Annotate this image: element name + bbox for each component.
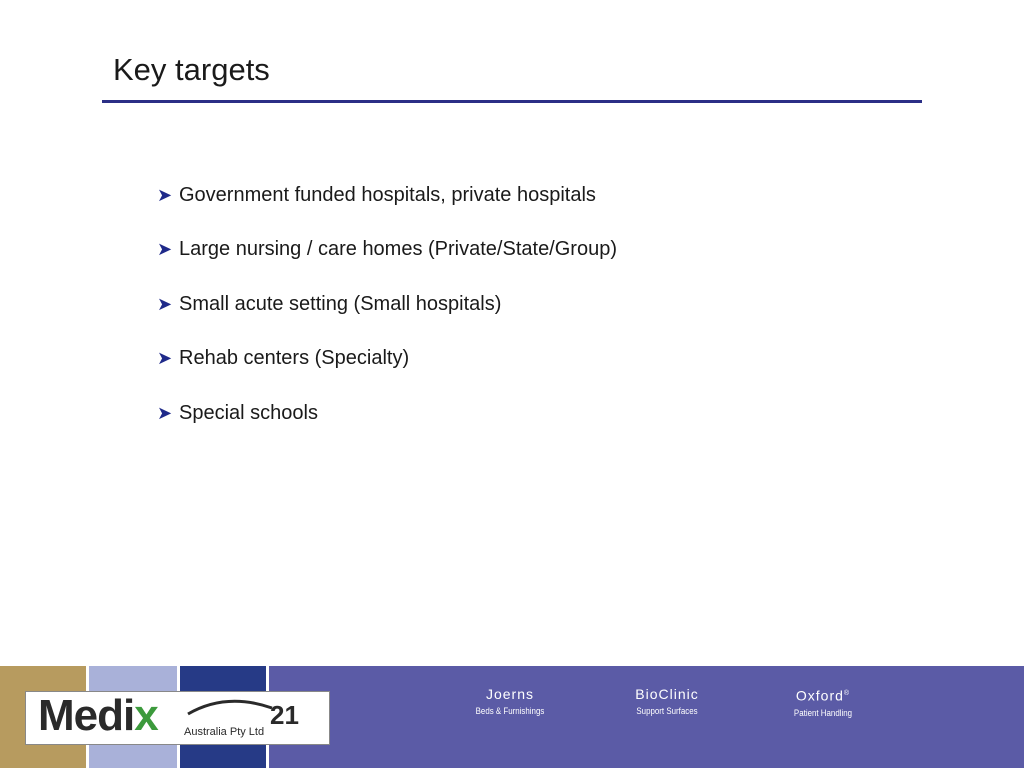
bullet-text: Large nursing / care homes (Private/State/Group) <box>179 238 617 261</box>
bullet-text: Small acute setting (Small hospitals) <box>179 292 502 315</box>
list-item <box>157 386 617 441</box>
arrow-bullet-icon: ➤ <box>157 293 173 314</box>
brand-tagline: Support Surfaces <box>636 706 698 716</box>
arrow-bullet-icon: ➤ <box>157 239 173 260</box>
slide-title: Key targets <box>113 52 270 87</box>
company-logo <box>25 691 330 745</box>
arrow-bullet-icon: ➤ <box>157 402 173 423</box>
bullet-list <box>157 168 617 441</box>
brand-name <box>773 686 873 704</box>
registered-mark-icon: ® <box>843 690 851 697</box>
brand-joerns <box>460 686 560 717</box>
list-item <box>157 168 617 223</box>
footer-band <box>0 666 1024 768</box>
list-item <box>157 223 617 278</box>
brand-bioclinic <box>617 686 717 717</box>
list-item <box>157 277 617 332</box>
logo-swoosh-icon <box>186 698 276 718</box>
arrow-bullet-icon: ➤ <box>157 184 173 205</box>
logo-wordmark: Medix <box>38 691 158 740</box>
brand-name: Joerns <box>485 686 535 702</box>
brand-tagline: Beds & Furnishings <box>475 706 545 716</box>
arrow-bullet-icon: ➤ <box>157 348 173 369</box>
brand-tagline: Patient Handling <box>793 707 853 718</box>
brand-name: BioClinic <box>635 686 699 702</box>
list-item <box>157 332 617 387</box>
bullet-text: Rehab centers (Specialty) <box>179 347 410 370</box>
bullet-text: Government funded hospitals, private hospitals <box>179 183 596 206</box>
title-divider <box>102 100 922 103</box>
brand-oxford <box>773 686 873 719</box>
logo-subtitle: Australia Pty Ltd <box>184 726 265 738</box>
logo-number: 21 <box>270 700 299 730</box>
brand-name-text: Oxford <box>795 687 844 704</box>
bullet-text: Special schools <box>179 401 318 424</box>
